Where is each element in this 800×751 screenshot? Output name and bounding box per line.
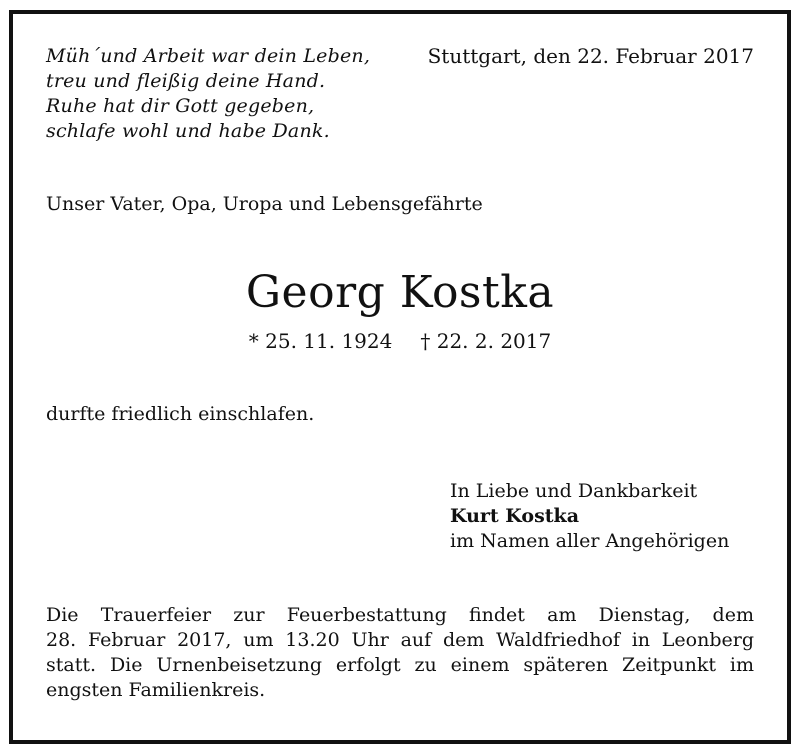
signoff-block bbox=[450, 479, 729, 554]
funeral-details bbox=[46, 603, 754, 703]
birth-date: * 25. 11. 1924 bbox=[248, 329, 393, 353]
funeral-line: statt. Die Urnenbeisetzung erfolgt zu einem späteren Zeitpunkt im bbox=[46, 654, 754, 676]
life-dates bbox=[13, 329, 787, 354]
funeral-line: 28. Februar 2017, um 13.20 Uhr auf dem Waldfriedhof in Leonberg bbox=[46, 629, 754, 651]
verse-line: Ruhe hat dir Gott gegeben, bbox=[46, 95, 315, 117]
memorial-verse bbox=[46, 44, 370, 144]
death-date: † 22. 2. 2017 bbox=[420, 329, 552, 353]
verse-line: Müh´und Arbeit war dein Leben, bbox=[46, 45, 371, 67]
passing-text: durfte friedlich einschlafen. bbox=[46, 403, 315, 425]
verse-line: treu und fleißig deine Hand. bbox=[46, 70, 326, 92]
funeral-line: Die Trauerfeier zur Feuerbestattung findet am Dienstag, dem bbox=[46, 604, 754, 626]
place-and-date: Stuttgart, den 22. Februar 2017 bbox=[427, 44, 754, 68]
verse-line: schlafe wohl und habe Dank. bbox=[46, 120, 330, 142]
signoff-name: Kurt Kostka bbox=[450, 505, 580, 527]
deceased-name: Georg Kostka bbox=[245, 267, 555, 318]
obituary-notice bbox=[9, 10, 791, 744]
relationship-intro: Unser Vater, Opa, Uropa und Lebensgefährte bbox=[46, 193, 483, 215]
signoff-line: In Liebe und Dankbarkeit bbox=[450, 480, 698, 502]
funeral-line: engsten Familienkreis. bbox=[46, 679, 266, 701]
signoff-line: im Namen aller Angehörigen bbox=[450, 530, 730, 552]
